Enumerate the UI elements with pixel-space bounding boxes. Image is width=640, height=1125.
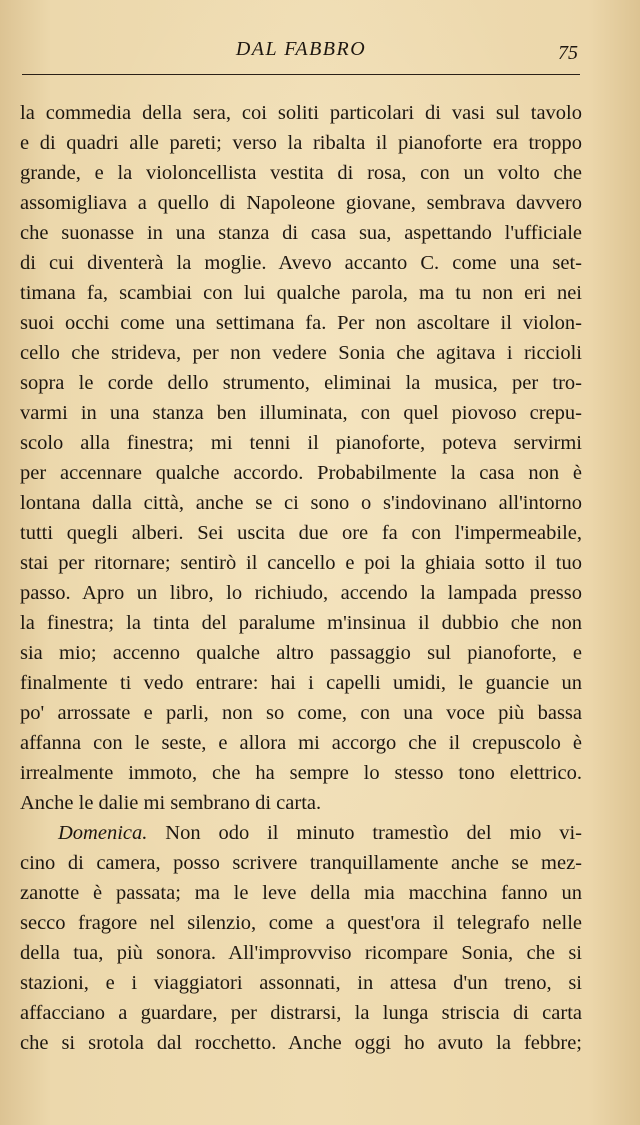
text-line: varmi in una stanza ben illuminata, con quel piovoso crepu- <box>20 402 582 424</box>
text-line: irrealmente immoto, che ha sempre lo stesso tono elettrico. <box>20 762 582 784</box>
body-text <box>20 98 582 1058</box>
paragraph <box>20 818 582 1058</box>
text-line: secco fragore nel silenzio, come a quest'ora il telegrafo nelle <box>20 912 582 934</box>
text-line: e di quadri alle pareti; verso la ribalta il pianoforte era troppo <box>20 132 582 154</box>
text-line-rest: Non odo il minuto tramestìo del mio vi- <box>165 822 582 844</box>
text-line: di cui diventerà la moglie. Avevo accanto C. come una set- <box>20 252 582 274</box>
paragraph <box>20 98 582 818</box>
text-line: che si srotola dal rocchetto. Anche oggi ho avuto la febbre; <box>20 1032 582 1054</box>
text-line: lontana dalla città, anche se ci sono o s'indovinano all'intorno <box>20 492 582 514</box>
running-head <box>22 38 580 75</box>
text-line: stazioni, e i viaggiatori assonnati, in attesa d'un treno, si <box>20 972 582 994</box>
text-line: cino di camera, posso scrivere tranquillamente anche se mez- <box>20 852 582 874</box>
text-line <box>20 818 582 848</box>
text-line: scolo alla finestra; mi tenni il pianoforte, poteva servirmi <box>20 432 582 454</box>
text-line: po' arrossate e parli, non so come, con una voce più bassa <box>20 702 582 724</box>
text-line: passo. Apro un libro, lo richiudo, accendo la lampada presso <box>20 582 582 604</box>
page-number: 75 <box>558 42 578 64</box>
text-line: Anche le dalie mi sembrano di carta. <box>20 792 322 814</box>
running-head-title: DAL FABBRO <box>235 38 367 60</box>
text-line: suoi occhi come una settimana fa. Per non ascoltare il violon- <box>20 312 582 334</box>
text-line: la commedia della sera, coi soliti particolari di vasi sul tavolo <box>20 102 582 124</box>
text-line: affacciano a guardare, per distrarsi, la lunga striscia di carta <box>20 1002 582 1024</box>
text-line: finalmente ti vedo entrare: hai i capelli umidi, le guancie un <box>20 672 582 694</box>
section-lead-word: Domenica. <box>58 822 148 844</box>
text-line: cello che strideva, per non vedere Sonia che agitava i riccioli <box>20 342 582 364</box>
text-line: affanna con le seste, e allora mi accorgo che il crepuscolo è <box>20 732 582 754</box>
text-line: assomigliava a quello di Napoleone giovane, sembrava davvero <box>20 192 582 214</box>
text-line: grande, e la violoncellista vestita di rosa, con un volto che <box>20 162 582 184</box>
text-line: timana fa, scambiai con lui qualche parola, ma tu non eri nei <box>20 282 582 304</box>
text-line: la finestra; la tinta del paralume m'insinua il dubbio che non <box>20 612 582 634</box>
text-line: zanotte è passata; ma le leve della mia macchina fanno un <box>20 882 582 904</box>
text-line: per accennare qualche accordo. Probabilmente la casa non è <box>20 462 582 484</box>
text-line: tutti quegli alberi. Sei uscita due ore fa con l'impermeabile, <box>20 522 582 544</box>
text-line: sopra le corde dello strumento, eliminai la musica, per tro- <box>20 372 582 394</box>
text-line: che suonasse in una stanza di casa sua, aspettando l'ufficiale <box>20 222 582 244</box>
text-line: sia mio; accenno qualche altro passaggio sul pianoforte, e <box>20 642 582 664</box>
text-line: stai per ritornare; sentirò il cancello e poi la ghiaia sotto il tuo <box>20 552 582 574</box>
text-line: della tua, più sonora. All'improvviso ricompare Sonia, che si <box>20 942 582 964</box>
